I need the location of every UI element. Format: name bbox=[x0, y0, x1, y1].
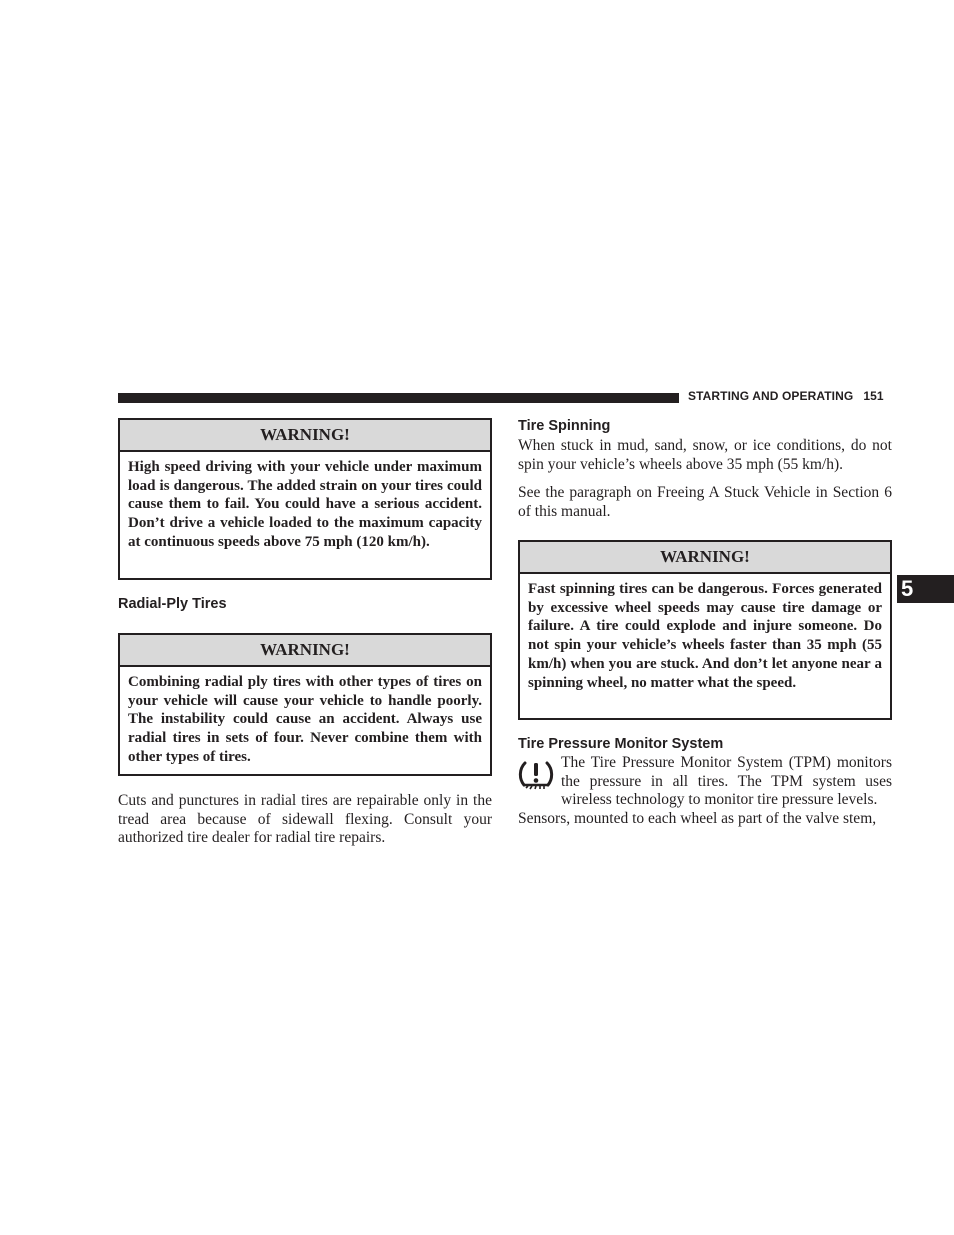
section-heading-tire-spinning: Tire Spinning bbox=[518, 418, 611, 434]
warning-title: WARNING! bbox=[120, 635, 490, 667]
warning-box-tire-spinning bbox=[518, 540, 892, 720]
section-heading-tpm: Tire Pressure Monitor System bbox=[518, 736, 724, 752]
tpm-paragraph-indented: The Tire Pressure Monitor System (TPM) monitors the pressure in all tires. The TPM system uses wireless technology to monitor tire pressure levels. bbox=[561, 754, 892, 809]
header-rule bbox=[118, 393, 679, 403]
tpm-paragraph-continued: Sensors, mounted to each wheel as part of the valve stem, bbox=[518, 810, 877, 827]
warning-title: WARNING! bbox=[520, 542, 890, 574]
warning-title: WARNING! bbox=[120, 420, 490, 452]
warning-body: High speed driving with your vehicle under maximum load is dangerous. The added strain on your tires could cause them to fail. You could have a serious accident. Don’t drive a vehicle loaded to the maximum capacity at continuous speeds above 75 mph (120 km/h). bbox=[128, 459, 482, 550]
section-heading-radial-ply: Radial-Ply Tires bbox=[118, 596, 227, 612]
section-tab: 5 bbox=[897, 575, 954, 603]
warning-box-high-speed bbox=[118, 418, 492, 580]
tire-pressure-warning-icon bbox=[518, 758, 554, 792]
spinning-paragraph-2: See the paragraph on Freeing A Stuck Vehicle in Section 6 of this manual. bbox=[518, 484, 892, 520]
section-title: STARTING AND OPERATING bbox=[688, 389, 854, 403]
warning-box-radial-ply bbox=[118, 633, 492, 776]
warning-body: Fast spinning tires can be dangerous. Forces generated by excessive wheel speeds may cause tire damage or failure. A tire could explode and injure someone. Do not spin your vehicle’s wheels faster than 35 mph (55 km/h) when you are stuck. And don’t let anyone near a spinning wheel, no matter what the speed. bbox=[528, 581, 882, 691]
spinning-paragraph-1: When stuck in mud, sand, snow, or ice conditions, do not spin your vehicle’s wheels above 35 mph (55 km/h). bbox=[518, 437, 892, 473]
page-number: 151 bbox=[863, 389, 884, 403]
warning-body: Combining radial ply tires with other types of tires on your vehicle will cause your vehicle to handle poorly. The instability could cause an accident. Always use radial tires in sets of four. Never combine them with other types of tires. bbox=[128, 674, 482, 765]
radial-paragraph: Cuts and punctures in radial tires are repairable only in the tread area because of sidewall flexing. Consult your authorized tire dealer for radial tire repairs. bbox=[118, 792, 492, 847]
running-header bbox=[688, 389, 884, 403]
